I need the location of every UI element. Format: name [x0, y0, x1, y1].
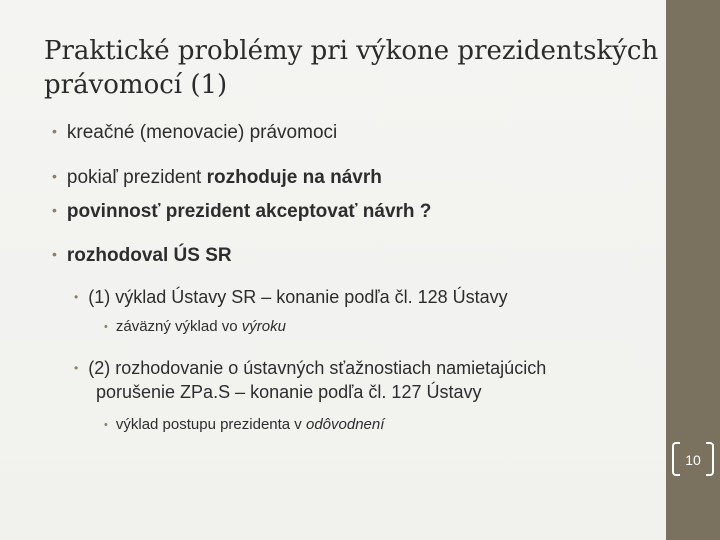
bullet-text: povinnosť prezident akceptovať návrh ? — [66, 201, 432, 222]
page-number: 10 — [685, 452, 701, 468]
bullet-dot-icon: • — [104, 419, 108, 431]
bullet-dot-icon: • — [52, 123, 57, 139]
slide-title-line-1: Praktické problémy pri výkone prezidentských — [44, 36, 659, 66]
bullet-pokial — [52, 164, 382, 190]
bullet-text-plain: záväzný výklad vo — [115, 318, 242, 335]
bullet-text-bold: rozhoduje na návrh — [206, 167, 382, 188]
bullet-dot-icon: • — [52, 168, 57, 184]
subbullet-rozhodovanie — [74, 356, 546, 380]
bullet-dot-icon: • — [74, 290, 79, 304]
bullet-dot-icon: • — [52, 246, 57, 262]
bullet-text: rozhodoval ÚS SR — [66, 245, 232, 266]
bullet-rozhodoval — [52, 242, 232, 268]
subsubbullet-vyklad-postupu — [104, 415, 384, 435]
bullet-text-line-1: (2) rozhodovanie o ústavných sťažnostiach namietajúcich — [88, 358, 547, 378]
bullet-text-plain: pokiaľ prezident — [66, 167, 207, 188]
bullet-dot-icon: • — [74, 361, 79, 375]
bullet-dot-icon: • — [104, 321, 108, 333]
bullet-text-plain: výklad postupu prezidenta v — [115, 416, 306, 433]
bullet-text: kreačné (menovacie) právomoci — [66, 122, 338, 143]
subbullet-vyklad-ustavy — [74, 285, 508, 309]
bullet-kreacne — [52, 119, 337, 145]
bullet-text-italic: odôvodnení — [305, 416, 385, 433]
bullet-povinnost — [52, 198, 431, 224]
bullet-dot-icon: • — [52, 202, 57, 218]
bullet-text-italic: výroku — [241, 318, 286, 335]
subbullet-rozhodovanie-line-2 — [96, 380, 481, 404]
subsubbullet-zavazny-vyklad — [104, 317, 286, 337]
slide-title — [44, 34, 659, 102]
slide-title-line-2: právomocí (1) — [44, 70, 228, 100]
bullet-text: (1) výklad Ústavy SR – konanie podľa čl. 128 Ústavy — [88, 287, 508, 307]
bullet-text-line-2: porušenie ZPa.S – konanie podľa čl. 127 Ústavy — [96, 382, 482, 402]
